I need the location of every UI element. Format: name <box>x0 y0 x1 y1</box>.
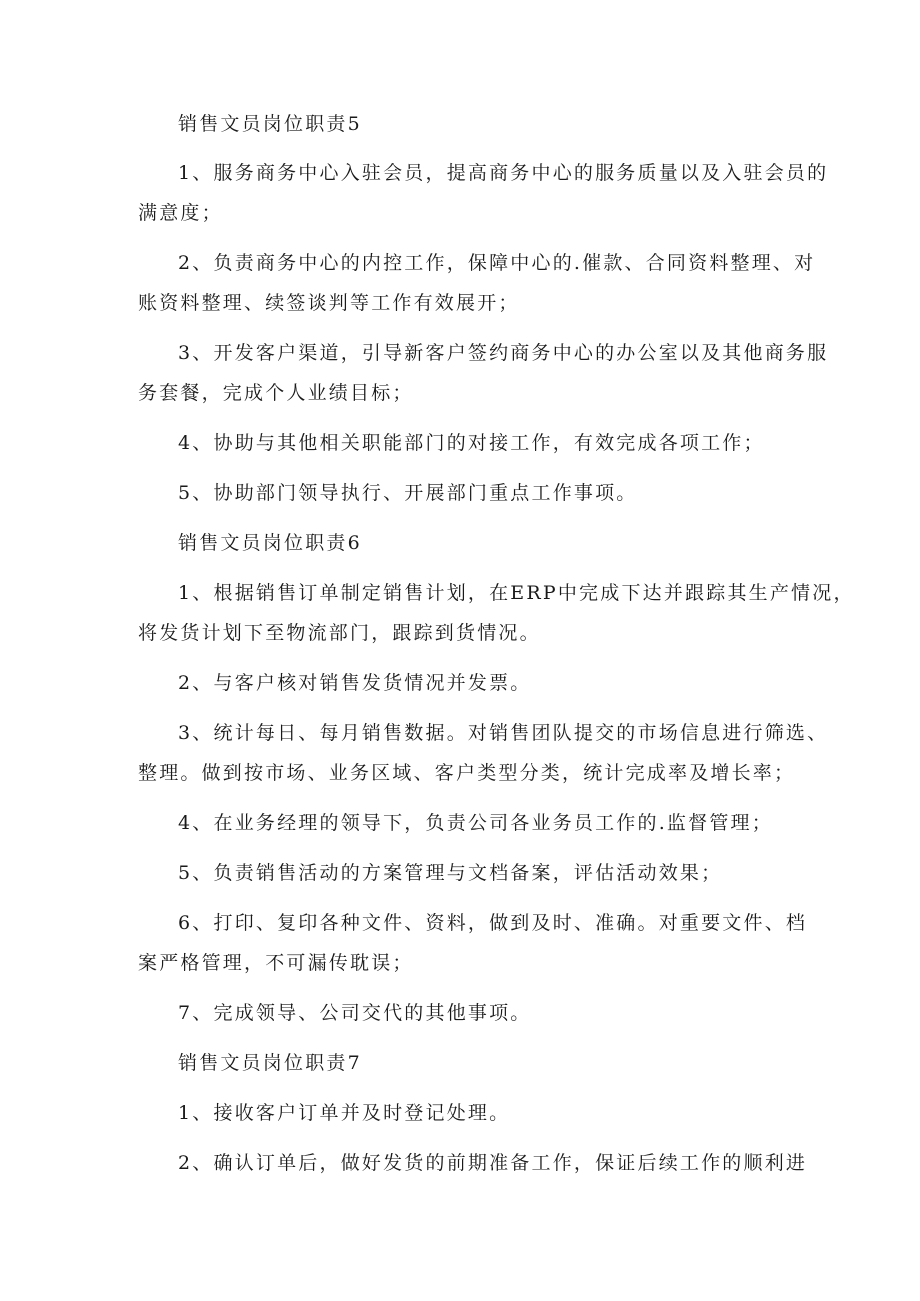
paragraph-line: 1、服务商务中心入驻会员，提高商务中心的服务质量以及入驻会员的 <box>178 162 829 184</box>
paragraph-line: 账资料整理、续签谈判等工作有效展开； <box>138 292 520 314</box>
paragraph-line: 务套餐，完成个人业绩目标； <box>138 382 414 404</box>
paragraph-line: 6、打印、复印各种文件、资料，做到及时、准确。对重要文件、档 <box>178 912 808 934</box>
paragraph-line: 案严格管理，不可漏传耽误； <box>138 952 414 974</box>
section-heading-6: 销售文员岗位职责6 <box>178 532 362 554</box>
paragraph-line: 1、接收客户订单并及时登记处理。 <box>178 1102 511 1124</box>
paragraph-line: 3、开发客户渠道，引导新客户签约商务中心的办公室以及其他商务服 <box>178 342 829 364</box>
paragraph-line: 将发货计划下至物流部门，跟踪到货情况。 <box>138 622 541 644</box>
section-heading-5: 销售文员岗位职责5 <box>178 113 362 135</box>
paragraph-line: 4、协助与其他相关职能部门的对接工作，有效完成各项工作； <box>178 432 765 454</box>
paragraph-line: 4、在业务经理的领导下，负责公司各业务员工作的.监督管理； <box>178 812 773 834</box>
paragraph-line: 5、负责销售活动的方案管理与文档备案，评估活动效果； <box>178 862 723 884</box>
paragraph-line: 5、协助部门领导执行、开展部门重点工作事项。 <box>178 482 638 504</box>
paragraph-line: 3、统计每日、每月销售数据。对销售团队提交的市场信息进行筛选、 <box>178 722 829 744</box>
paragraph-line: 整理。做到按市场、业务区域、客户类型分类，统计完成率及增长率； <box>138 762 796 784</box>
paragraph-line: 2、与客户核对销售发货情况并发票。 <box>178 672 532 694</box>
section-heading-7: 销售文员岗位职责7 <box>178 1052 362 1074</box>
paragraph-line: 2、负责商务中心的内控工作，保障中心的.催款、合同资料整理、对 <box>178 252 816 274</box>
paragraph-line: 1、根据销售订单制定销售计划，在ERP中完成下达并跟踪其生产情况， <box>178 582 855 604</box>
paragraph-line: 2、确认订单后，做好发货的前期准备工作，保证后续工作的顺利进 <box>178 1152 808 1174</box>
paragraph-line: 7、完成领导、公司交代的其他事项。 <box>178 1002 532 1024</box>
paragraph-line: 满意度； <box>138 202 223 224</box>
